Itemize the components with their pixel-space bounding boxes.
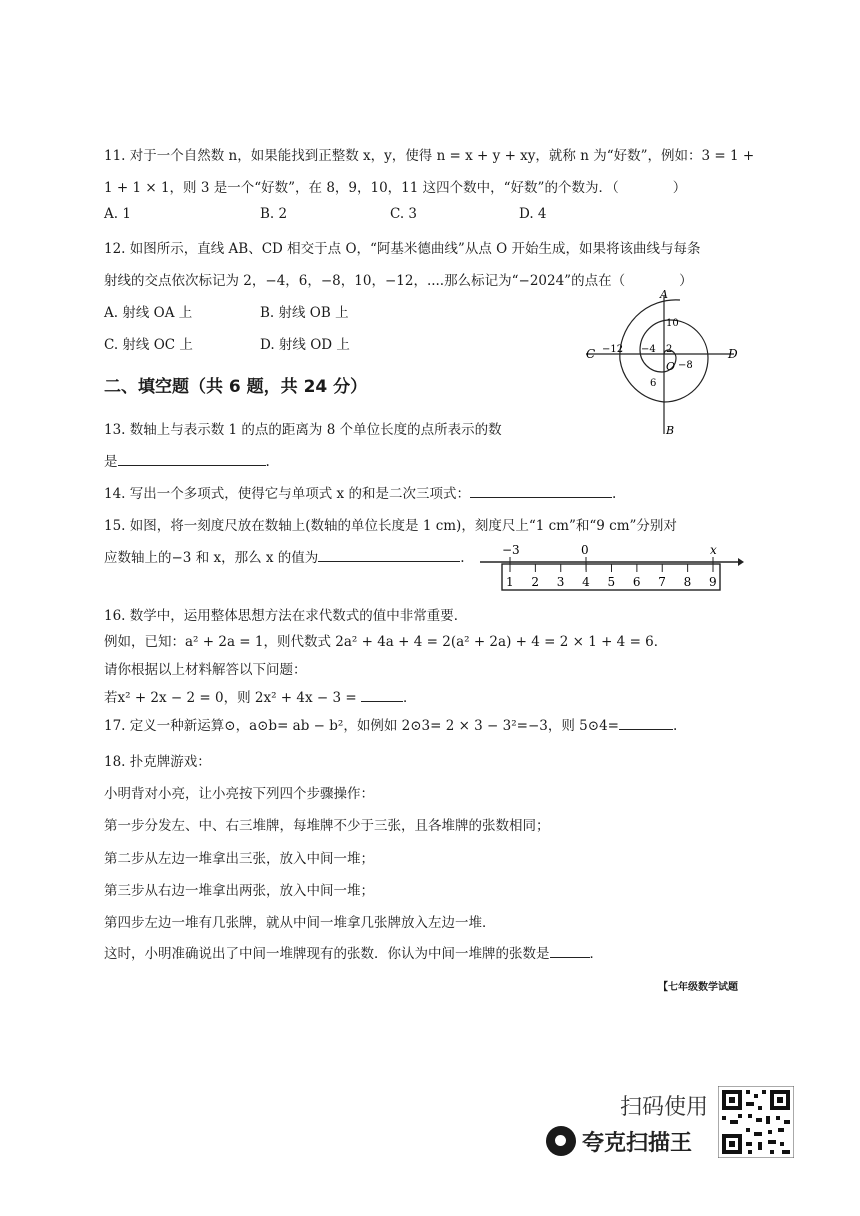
q18-line-4: 第三步从右边一堆拿出两张，放入中间一堆； xyxy=(104,883,374,899)
q15-line2: 应数轴上的−3 和 x，那么 x 的值为 . xyxy=(104,546,465,566)
q12-line1: 12. 如图所示，直线 AB、CD 相交于点 O，“阿基米德曲线”从点 O 开始生成，如果将该曲线与每条 xyxy=(104,241,701,257)
ruler-figure xyxy=(480,540,744,592)
mark-2: 2 xyxy=(666,344,673,355)
q15-answer-blank[interactable] xyxy=(318,547,460,562)
ruler-number-8: 8 xyxy=(683,575,692,589)
q18-line-2: 第一步分发左、中、右三堆牌，每堆牌不少于三张，且各堆牌的张数相同； xyxy=(104,818,550,834)
axis-label-neg3: −3 xyxy=(502,543,520,557)
q11-option-d: D. 4 xyxy=(519,206,547,222)
q17-line: 17. 定义一种新运算⊙，a⊙b= ab − b²，如例如 2⊙3= 2 × 3 − 3²=−3，则 5⊙4= . xyxy=(104,714,677,734)
section-title: 二、填空题（共 6 题，共 24 分） xyxy=(104,377,368,397)
qr-code-icon[interactable] xyxy=(718,1086,794,1158)
mark-10: 10 xyxy=(666,318,679,329)
q13-line1: 13. 数轴上与表示数 1 的点的距离为 8 个单位长度的点所表示的数 xyxy=(104,422,502,438)
q12-line2: 射线的交点依次标记为 2，−4，6，−8，10，−12，....那么标记为“−2024”的点在（ ） xyxy=(104,273,693,289)
q11-option-c: C. 3 xyxy=(390,206,418,222)
q16-line4: 若x² + 2x − 2 = 0，则 2x² + 4x − 3 = ． xyxy=(104,686,416,706)
mark-neg12: −12 xyxy=(602,344,624,355)
axis-arrow xyxy=(738,558,744,566)
mark-6: 6 xyxy=(650,378,657,389)
brand-logo-icon xyxy=(546,1126,576,1156)
ruler-number-2: 2 xyxy=(531,575,540,589)
q14-line: 14. 写出一个多项式，使得它与单项式 x 的和是二次三项式： . xyxy=(104,482,616,502)
ruler-number-6: 6 xyxy=(632,575,641,589)
label-c: C xyxy=(586,347,596,361)
footer-tag: 【七年级数学试题 xyxy=(658,982,738,993)
axis-label-0: 0 xyxy=(581,543,589,557)
q16-line2: 例如，已知：a² + 2a = 1，则代数式 2a² + 4a + 4 = 2(a² + 2a) + 4 = 2 × 1 + 4 = 6． xyxy=(104,634,668,650)
q18-answer-blank[interactable] xyxy=(550,943,590,958)
ruler-number-4: 4 xyxy=(582,575,590,589)
q12-option-c: C. 射线 OC 上 xyxy=(104,337,193,353)
mark-neg8: −8 xyxy=(678,360,693,371)
q11-line2: 1 + 1 × 1，则 3 是一个“好数”，在 8，9，10，11 这四个数中，“好数”的个数为．（ ） xyxy=(104,180,687,196)
q13-line2: 是 . xyxy=(104,450,270,470)
spiral-figure xyxy=(580,290,740,440)
ruler-ticks xyxy=(506,564,717,589)
ruler-number-1: 1 xyxy=(506,575,514,589)
ruler-number-9: 9 xyxy=(709,575,717,589)
brand-name: 夸克扫描王 xyxy=(582,1131,693,1156)
ruler-number-3: 3 xyxy=(556,575,565,589)
q12-option-b: B. 射线 OB 上 xyxy=(260,305,349,321)
q13-answer-blank[interactable] xyxy=(118,451,266,466)
label-d: D xyxy=(728,347,738,361)
q18-line-5: 第四步左边一堆有几张牌，就从中间一堆拿几张牌放入左边一堆． xyxy=(104,915,496,931)
q16-answer-blank[interactable] xyxy=(361,687,403,702)
q16-line1: 16. 数学中，运用整体思想方法在求代数式的值中非常重要． xyxy=(104,608,468,624)
q15-line1: 15. 如图，将一刻度尺放在数轴上(数轴的单位长度是 1 cm)，刻度尺上“1 cm”和“9 cm”分别对 xyxy=(104,518,677,534)
q18-line-3: 第二步从左边一堆拿出三张，放入中间一堆； xyxy=(104,851,374,867)
axis-label-x: x xyxy=(710,543,717,557)
q18-line-1: 小明背对小亮，让小亮按下列四个步骤操作： xyxy=(104,786,374,802)
mark-neg4: −4 xyxy=(641,344,656,355)
label-b: B xyxy=(666,424,675,437)
label-o: O xyxy=(666,360,676,373)
q16-line3: 请你根据以上材料解答以下问题： xyxy=(104,662,307,678)
q12-option-d: D. 射线 OD 上 xyxy=(260,337,350,353)
scan-label: 扫码使用 xyxy=(620,1095,709,1120)
q18-last-line: 这时，小明准确说出了中间一堆牌现有的张数．你认为中间一堆牌的张数是 ． xyxy=(104,942,603,962)
q11-line1: 11. 对于一个自然数 n，如果能找到正整数 x，y，使得 n = x + y + xy，就称 n 为“好数”，例如：3 = 1 + xyxy=(104,148,755,164)
q11-option-a: A. 1 xyxy=(104,206,131,222)
q11-option-b: B. 2 xyxy=(260,206,288,222)
q17-answer-blank[interactable] xyxy=(619,715,673,730)
ruler-number-5: 5 xyxy=(607,575,616,589)
q12-option-a: A. 射线 OA 上 xyxy=(104,305,193,321)
ruler-number-7: 7 xyxy=(658,575,666,589)
q18-title: 18. 扑克牌游戏： xyxy=(104,754,211,770)
label-a: A xyxy=(660,290,668,301)
q14-answer-blank[interactable] xyxy=(470,483,612,498)
